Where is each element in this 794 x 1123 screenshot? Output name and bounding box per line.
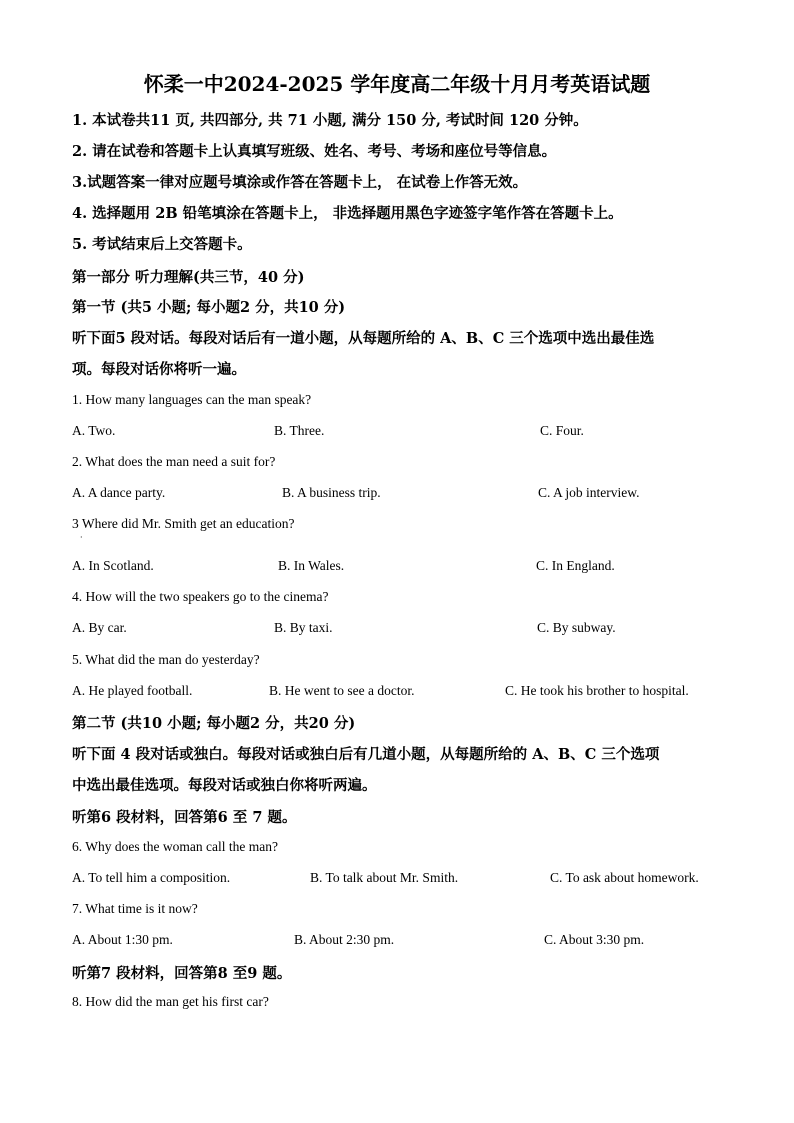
q2-option-c: C. A job interview. xyxy=(538,485,640,500)
q4-option-c: C. By subway. xyxy=(537,620,616,635)
q7-option-c: C. About 3:30 pm. xyxy=(544,932,645,947)
section2-directions-line1: 听下面 4 段对话或独白。每段对话或独白后有几道小题，从每题所给的 A、B、C 三个选项 xyxy=(72,746,660,763)
q2-option-a: A. A dance party. xyxy=(72,485,166,500)
question-7: 7. What time is it now? xyxy=(72,901,198,916)
q3-option-c: C. In England. xyxy=(536,558,615,573)
question-6: 6. Why does the woman call the man? xyxy=(72,839,278,854)
q7-option-b: B. About 2:30 pm. xyxy=(294,932,395,947)
section2-directions-line2: 中选出最佳选项。每段对话或独白你将听两遍。 xyxy=(72,777,377,794)
instruction-3: 3.试题答案一律对应题号填涂或作答在答题卡上， 在试卷上作答无效。 xyxy=(72,174,528,191)
q2-option-b: B. A business trip. xyxy=(282,485,381,500)
instruction-5: 5. 考试结束后上交答题卡。 xyxy=(72,236,252,253)
material-6-heading: 听第6 段材料，回答第6 至 7 题。 xyxy=(72,809,297,826)
question-3: 3 Where did Mr. Smith get an education? xyxy=(72,516,295,531)
q5-option-c: C. He took his brother to hospital. xyxy=(505,683,689,698)
question-1: 1. How many languages can the man speak? xyxy=(72,392,312,407)
material-7-heading: 听第7 段材料，回答第8 至9 题。 xyxy=(72,965,292,982)
q1-option-a: A. Two. xyxy=(72,423,116,438)
q3-option-b: B. In Wales. xyxy=(278,558,345,573)
q6-option-a: A. To tell him a composition. xyxy=(72,870,231,885)
instruction-1: 1. 本试卷共11 页, 共四部分, 共 71 小题, 满分 150 分, 考试时间 120 分钟。 xyxy=(72,112,588,129)
section1-directions-line2: 项。每段对话你将听一遍。 xyxy=(72,361,246,378)
instruction-2: 2. 请在试卷和答题卡上认真填写班级、姓名、考号、考场和座位号等信息。 xyxy=(72,143,557,160)
q1-option-c: C. Four. xyxy=(540,423,584,438)
q6-option-c: C. To ask about homework. xyxy=(550,870,699,885)
q3-option-a: A. In Scotland. xyxy=(72,558,154,573)
question-4: 4. How will the two speakers go to the cinema? xyxy=(72,589,329,604)
section2-heading: 第二节 (共10 小题; 每小题2 分，共20 分) xyxy=(72,715,356,732)
stray-dot: · xyxy=(80,533,83,542)
q1-option-b: B. Three. xyxy=(274,423,325,438)
q6-option-b: B. To talk about Mr. Smith. xyxy=(310,870,459,885)
section1-directions-line1: 听下面5 段对话。每段对话后有一道小题，从每题所给的 A、B、C 三个选项中选出最佳选 xyxy=(72,330,655,347)
part1-heading: 第一部分 听力理解(共三节，40 分) xyxy=(72,269,305,286)
instruction-4: 4. 选择题用 2B 铅笔填涂在答题卡上， 非选择题用黑色字迹签字笔作答在答题卡上。 xyxy=(72,205,623,222)
question-5: 5. What did the man do yesterday? xyxy=(72,652,260,667)
question-2: 2. What does the man need a suit for? xyxy=(72,454,276,469)
q7-option-a: A. About 1:30 pm. xyxy=(72,932,173,947)
q5-option-a: A. He played football. xyxy=(72,683,193,698)
q4-option-b: B. By taxi. xyxy=(274,620,333,635)
question-8: 8. How did the man get his first car? xyxy=(72,994,269,1009)
q4-option-a: A. By car. xyxy=(72,620,127,635)
section1-heading: 第一节 (共5 小题; 每小题2 分，共10 分) xyxy=(72,299,346,316)
q5-option-b: B. He went to see a doctor. xyxy=(269,683,415,698)
exam-title: 怀柔一中2024-2025 学年度高二年级十月月考英语试题 xyxy=(143,72,651,96)
